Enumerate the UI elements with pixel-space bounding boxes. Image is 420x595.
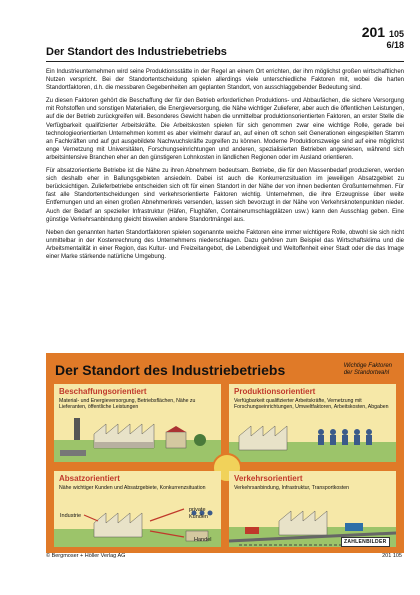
infographic-subtitle-line: Wichtige Faktoren (343, 363, 392, 369)
panel-absatz (54, 471, 221, 547)
panel-title: Produktionsorientiert (234, 387, 316, 396)
sheet-number (362, 24, 404, 40)
label-handel: Handel (194, 537, 212, 543)
panel-text: Verfügbarkeit qualifizierter Arbeitskräfte, Vernetzung mit Forschungseinrichtungen, Umweltfaktoren, Arbeitskosten, Abgaben (234, 398, 389, 411)
panel-title: Absatzorientiert (59, 474, 120, 483)
sheet-code: 201 105 (382, 553, 402, 559)
panel-title: Verkehrsorientiert (234, 474, 303, 483)
panel-produktion (229, 384, 396, 462)
paragraph: Neben den genannten harten Standortfaktoren spielen sogenannte weiche Faktoren eine immer wichtigere Rolle, obwohl sie sich nicht unmittelbar in der Kostenrechnung des Unternehmens niederschlagen. Dazu gehören zum Beispiel das Wirtschaftsklima und die Arbeitsmentalität in einer Region, das Kultur- und Freizeitangebot, die Lebendigkeit und Weltoffenheit einer Stadt oder die das Image einer Marke stärkende natürliche Umgebung. (46, 229, 404, 260)
sheet-date: 6/18 (386, 40, 404, 50)
infographic-subtitle (344, 363, 392, 377)
paragraph: Für absatzorientierte Betriebe ist die Nähe zu ihren Abnehmern bedeutsam. Betriebe, die für den Massenbedarf produzieren, werden sich deshalb eher in Ballungsgebieten ansiedeln. Dabei ist auch die Konkurrenzsituation im jeweiligen Absatzgebiet zu berücksichtigen. Zulieferbetriebe entscheiden sich oft für einen Standort in der Nähe der von ihnen bedienten Großunternehmen. Für fast alle Standortentscheidungen sind verkehrsorientierte Faktoren wichtig. Unternehmen, die ihre Erzeugnisse über weite Entfernungen und an einen großen Abnehmerkreis versenden, lassen sich bevorzugt in der Nähe von Verkehrsknotenpunkten nieder. Auch der Bedarf an spezieller Infrastruktur (Häfen, Flughäfen, Containerumschlagplätzen usw.) kann den Ausschlag geben. Eine günstige Verkehrsanbindung gleicht bisweilen andere Standortmängel aus. (46, 168, 404, 223)
sheet-number-main: 201 (361, 24, 386, 40)
label-industrie: Industrie (60, 513, 82, 519)
copyright: © Bergmoser + Höller Verlag AG (46, 553, 126, 559)
panel-text: Nähe wichtiger Kunden und Absatzgebiete, Konkurrenzsituation (59, 485, 206, 491)
sheet-number-small: 105 (388, 29, 404, 39)
infographic (46, 353, 404, 553)
panel-text: Verkehrsanbindung, Infrastruktur, Transportkosten (234, 485, 350, 491)
panel-title: Beschaffungsorientiert (59, 387, 147, 396)
panel-verkehr (229, 471, 396, 547)
factory-workers-illustration (229, 410, 396, 462)
body-text (46, 68, 404, 266)
zahlenbilder-badge: ZAHLENBILDER (341, 537, 390, 547)
page-title: Der Standort des Industriebetriebs (46, 46, 227, 58)
panel-beschaffung (54, 384, 221, 462)
panel-text: Material- und Energieversorgung, Betriebsflächen, Nähe zu Lieferanten, öffentliche Leistungen (59, 398, 196, 411)
infographic-subtitle-line: der Standortwahl (343, 370, 390, 376)
label-kunden: Kunden (189, 514, 208, 520)
infographic-title: Der Standort des Industriebetriebs (55, 362, 286, 378)
paragraph: Zu diesen Faktoren gehört die Beschaffung der für den Betrieb erforderlichen Produktions- und Abbaufächen, die sichere Versorgung mit Rohstoffen und sonstigen Materialien, die Energieversorgung, die Nähe wichtiger Zulieferer, aber auch die öffentlichen Leistungen, auf die der Betrieb zurückgreifen will. Besonderes Gewicht haben die unmittelbar produktionsorientierten Faktoren, an erster Stelle die Verfügbarkeit qualifizierter Arbeitskräfte. Die Arbeitskosten spielen für sich genommen zwar eine wichtige Rolle, gerade bei technologieorientierten Unternehmen kommt es aber vielmehr darauf an, auf einen oft schon seit Generationen eingespielten Stamm an Fachkräften und auf gut ausgebildete Nachwuchskräfte zugreifen zu können. Moderne Produktionszweige sind auf eine möglichst enge Vernetzung mit Universitäten, Forschungseinrichtungen und anderen, spezialisierten Betrieben angewiesen, während sich arbeitsintensive Branchen eher an den günstigeren Lohnkosten in ländlichen Regionen oder im Ausland orientieren. (46, 98, 404, 161)
paragraph: Ein Industrieunternehmen wird seine Produktionsstätte in der Regel an einem Ort errichten, der ihm möglichst großen wirtschaftlichen Nutzen verspricht. Bei der Standortentscheidung spielen allerdings viele unterschiedliche Faktoren mit, wobei die harten Standortfaktoren, d.h. die messbaren Gegebenheiten am geplanten Standort, von ausschlaggebender Bedeutung sind. (46, 69, 404, 92)
factory-supply-illustration (54, 410, 221, 462)
title-rule (46, 61, 404, 62)
label-private: private (189, 507, 206, 513)
